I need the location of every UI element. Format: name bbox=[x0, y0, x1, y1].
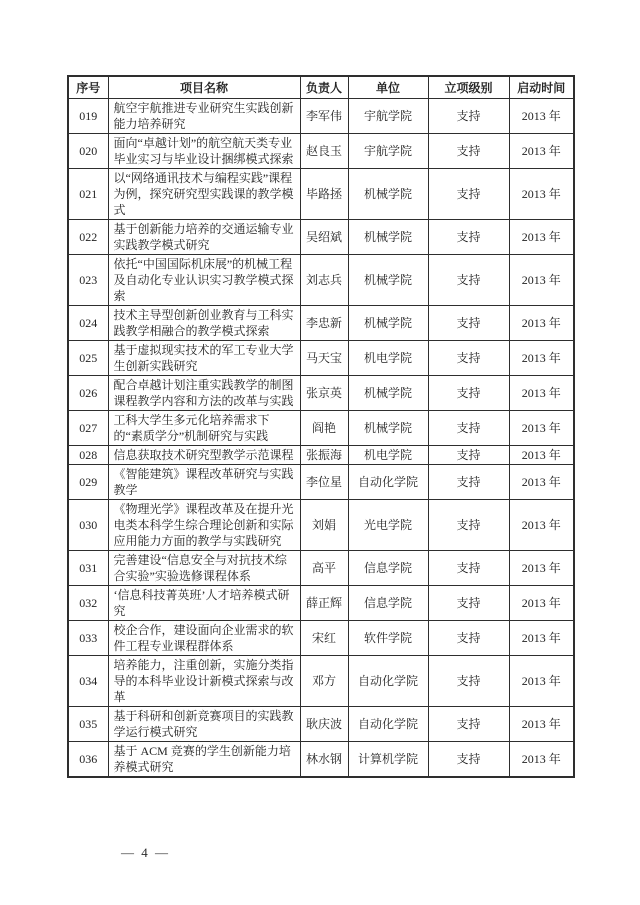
table-row bbox=[68, 465, 574, 500]
cell-approval-level: 支持 bbox=[428, 341, 509, 376]
cell-approval-level: 支持 bbox=[428, 446, 509, 465]
cell-serial-number: 031 bbox=[68, 551, 108, 586]
cell-start-time: 2013 年 bbox=[509, 446, 574, 465]
cell-leader: 耿庆波 bbox=[300, 707, 348, 742]
cell-unit: 机械学院 bbox=[348, 169, 428, 220]
cell-start-time: 2013 年 bbox=[509, 551, 574, 586]
cell-leader: 李军伟 bbox=[300, 99, 348, 134]
cell-serial-number: 021 bbox=[68, 169, 108, 220]
cell-project-name: 基于科研和创新竞赛项目的实践教学运行模式研究 bbox=[108, 707, 300, 742]
cell-unit: 光电学院 bbox=[348, 500, 428, 551]
table-row bbox=[68, 169, 574, 220]
cell-leader: 薛正辉 bbox=[300, 586, 348, 621]
cell-unit: 机械学院 bbox=[348, 220, 428, 255]
cell-start-time: 2013 年 bbox=[509, 465, 574, 500]
cell-approval-level: 支持 bbox=[428, 99, 509, 134]
cell-leader: 吴绍斌 bbox=[300, 220, 348, 255]
header-start-time: 启动时间 bbox=[509, 76, 574, 99]
cell-project-name: 《智能建筑》课程改革研究与实践教学 bbox=[108, 465, 300, 500]
cell-unit: 宇航学院 bbox=[348, 99, 428, 134]
cell-leader: 高平 bbox=[300, 551, 348, 586]
cell-start-time: 2013 年 bbox=[509, 707, 574, 742]
cell-approval-level: 支持 bbox=[428, 500, 509, 551]
header-serial-number: 序号 bbox=[68, 76, 108, 99]
table-row bbox=[68, 376, 574, 411]
cell-unit: 机电学院 bbox=[348, 446, 428, 465]
cell-project-name: 基于创新能力培养的交通运输专业实践教学模式研究 bbox=[108, 220, 300, 255]
cell-project-name: 工科大学生多元化培养需求下的“素质学分”机制研究与实践 bbox=[108, 411, 300, 446]
cell-approval-level: 支持 bbox=[428, 742, 509, 778]
cell-project-name: ‘信息科技菁英班’人才培养模式研究 bbox=[108, 586, 300, 621]
cell-approval-level: 支持 bbox=[428, 707, 509, 742]
cell-approval-level: 支持 bbox=[428, 220, 509, 255]
cell-project-name: 技术主导型创新创业教育与工科实践教学相融合的教学模式探索 bbox=[108, 306, 300, 341]
cell-project-name: 配合卓越计划注重实践教学的制图课程教学内容和方法的改革与实践 bbox=[108, 376, 300, 411]
cell-serial-number: 027 bbox=[68, 411, 108, 446]
cell-serial-number: 029 bbox=[68, 465, 108, 500]
cell-leader: 马天宝 bbox=[300, 341, 348, 376]
header-project-name: 项目名称 bbox=[108, 76, 300, 99]
cell-leader: 张京英 bbox=[300, 376, 348, 411]
cell-approval-level: 支持 bbox=[428, 551, 509, 586]
cell-start-time: 2013 年 bbox=[509, 411, 574, 446]
table-row bbox=[68, 707, 574, 742]
cell-start-time: 2013 年 bbox=[509, 586, 574, 621]
cell-unit: 宇航学院 bbox=[348, 134, 428, 169]
cell-unit: 自动化学院 bbox=[348, 707, 428, 742]
cell-leader: 刘志兵 bbox=[300, 255, 348, 306]
table-row bbox=[68, 551, 574, 586]
header-approval-level: 立项级别 bbox=[428, 76, 509, 99]
cell-unit: 机械学院 bbox=[348, 376, 428, 411]
cell-serial-number: 030 bbox=[68, 500, 108, 551]
cell-project-name: 基于虚拟现实技术的军工专业大学生创新实践研究 bbox=[108, 341, 300, 376]
cell-project-name: 依托“中国国际机床展”的机械工程及自动化专业认识实习教学模式探索 bbox=[108, 255, 300, 306]
cell-project-name: 信息获取技术研究型教学示范课程 bbox=[108, 446, 300, 465]
table-row bbox=[68, 621, 574, 656]
cell-serial-number: 024 bbox=[68, 306, 108, 341]
cell-unit: 机械学院 bbox=[348, 306, 428, 341]
cell-unit: 软件学院 bbox=[348, 621, 428, 656]
projects-table-container bbox=[67, 75, 575, 778]
cell-leader: 毕路拯 bbox=[300, 169, 348, 220]
cell-serial-number: 019 bbox=[68, 99, 108, 134]
cell-leader: 赵良玉 bbox=[300, 134, 348, 169]
cell-leader: 李忠新 bbox=[300, 306, 348, 341]
page-number: — 4 — bbox=[121, 845, 170, 860]
cell-start-time: 2013 年 bbox=[509, 306, 574, 341]
cell-project-name: 面向“卓越计划”的航空航天类专业毕业实习与毕业设计捆绑模式探索 bbox=[108, 134, 300, 169]
table-row bbox=[68, 742, 574, 778]
table-row bbox=[68, 500, 574, 551]
cell-start-time: 2013 年 bbox=[509, 255, 574, 306]
cell-serial-number: 032 bbox=[68, 586, 108, 621]
table-row bbox=[68, 341, 574, 376]
table-row bbox=[68, 134, 574, 169]
table-header-row bbox=[68, 76, 574, 99]
cell-approval-level: 支持 bbox=[428, 656, 509, 707]
header-leader: 负责人 bbox=[300, 76, 348, 99]
cell-approval-level: 支持 bbox=[428, 465, 509, 500]
table-row bbox=[68, 255, 574, 306]
cell-serial-number: 026 bbox=[68, 376, 108, 411]
header-unit: 单位 bbox=[348, 76, 428, 99]
cell-leader: 宋红 bbox=[300, 621, 348, 656]
cell-serial-number: 033 bbox=[68, 621, 108, 656]
cell-serial-number: 036 bbox=[68, 742, 108, 778]
cell-approval-level: 支持 bbox=[428, 306, 509, 341]
table-body bbox=[68, 99, 574, 778]
cell-serial-number: 020 bbox=[68, 134, 108, 169]
cell-approval-level: 支持 bbox=[428, 169, 509, 220]
cell-unit: 自动化学院 bbox=[348, 465, 428, 500]
cell-unit: 机电学院 bbox=[348, 341, 428, 376]
cell-project-name: 基于 ACM 竞赛的学生创新能力培养模式研究 bbox=[108, 742, 300, 778]
cell-serial-number: 034 bbox=[68, 656, 108, 707]
cell-start-time: 2013 年 bbox=[509, 134, 574, 169]
cell-start-time: 2013 年 bbox=[509, 341, 574, 376]
cell-serial-number: 023 bbox=[68, 255, 108, 306]
cell-project-name: 校企合作，建设面向企业需求的软件工程专业课程群体系 bbox=[108, 621, 300, 656]
cell-approval-level: 支持 bbox=[428, 255, 509, 306]
cell-unit: 信息学院 bbox=[348, 551, 428, 586]
cell-start-time: 2013 年 bbox=[509, 621, 574, 656]
table-row bbox=[68, 656, 574, 707]
cell-start-time: 2013 年 bbox=[509, 169, 574, 220]
cell-leader: 刘娟 bbox=[300, 500, 348, 551]
projects-table bbox=[67, 75, 575, 778]
cell-serial-number: 022 bbox=[68, 220, 108, 255]
table-row bbox=[68, 220, 574, 255]
cell-leader: 阎艳 bbox=[300, 411, 348, 446]
cell-approval-level: 支持 bbox=[428, 621, 509, 656]
cell-project-name: 完善建设“信息安全与对抗技术综合实验”实验选修课程体系 bbox=[108, 551, 300, 586]
cell-start-time: 2013 年 bbox=[509, 656, 574, 707]
cell-approval-level: 支持 bbox=[428, 376, 509, 411]
cell-unit: 机械学院 bbox=[348, 411, 428, 446]
cell-serial-number: 028 bbox=[68, 446, 108, 465]
cell-start-time: 2013 年 bbox=[509, 220, 574, 255]
cell-start-time: 2013 年 bbox=[509, 99, 574, 134]
table-row bbox=[68, 306, 574, 341]
cell-serial-number: 035 bbox=[68, 707, 108, 742]
cell-project-name: 《物理光学》课程改革及在提升光电类本科学生综合理论创新和实际应用能力方面的教学与实践研究 bbox=[108, 500, 300, 551]
cell-approval-level: 支持 bbox=[428, 586, 509, 621]
cell-start-time: 2013 年 bbox=[509, 742, 574, 778]
cell-project-name: 航空宇航推进专业研究生实践创新能力培养研究 bbox=[108, 99, 300, 134]
cell-leader: 张振海 bbox=[300, 446, 348, 465]
cell-start-time: 2013 年 bbox=[509, 500, 574, 551]
cell-leader: 李位星 bbox=[300, 465, 348, 500]
cell-approval-level: 支持 bbox=[428, 411, 509, 446]
cell-leader: 林水钢 bbox=[300, 742, 348, 778]
cell-start-time: 2013 年 bbox=[509, 376, 574, 411]
table-row bbox=[68, 586, 574, 621]
cell-project-name: 培养能力，注重创新，实施分类指导的本科毕业设计新模式探索与改革 bbox=[108, 656, 300, 707]
cell-unit: 自动化学院 bbox=[348, 656, 428, 707]
table-row bbox=[68, 99, 574, 134]
table-row bbox=[68, 446, 574, 465]
cell-project-name: 以“网络通讯技术与编程实践”课程为例，探究研究型实践课的教学模式 bbox=[108, 169, 300, 220]
cell-unit: 机械学院 bbox=[348, 255, 428, 306]
cell-unit: 计算机学院 bbox=[348, 742, 428, 778]
table-row bbox=[68, 411, 574, 446]
cell-unit: 信息学院 bbox=[348, 586, 428, 621]
cell-approval-level: 支持 bbox=[428, 134, 509, 169]
cell-leader: 邓方 bbox=[300, 656, 348, 707]
cell-serial-number: 025 bbox=[68, 341, 108, 376]
